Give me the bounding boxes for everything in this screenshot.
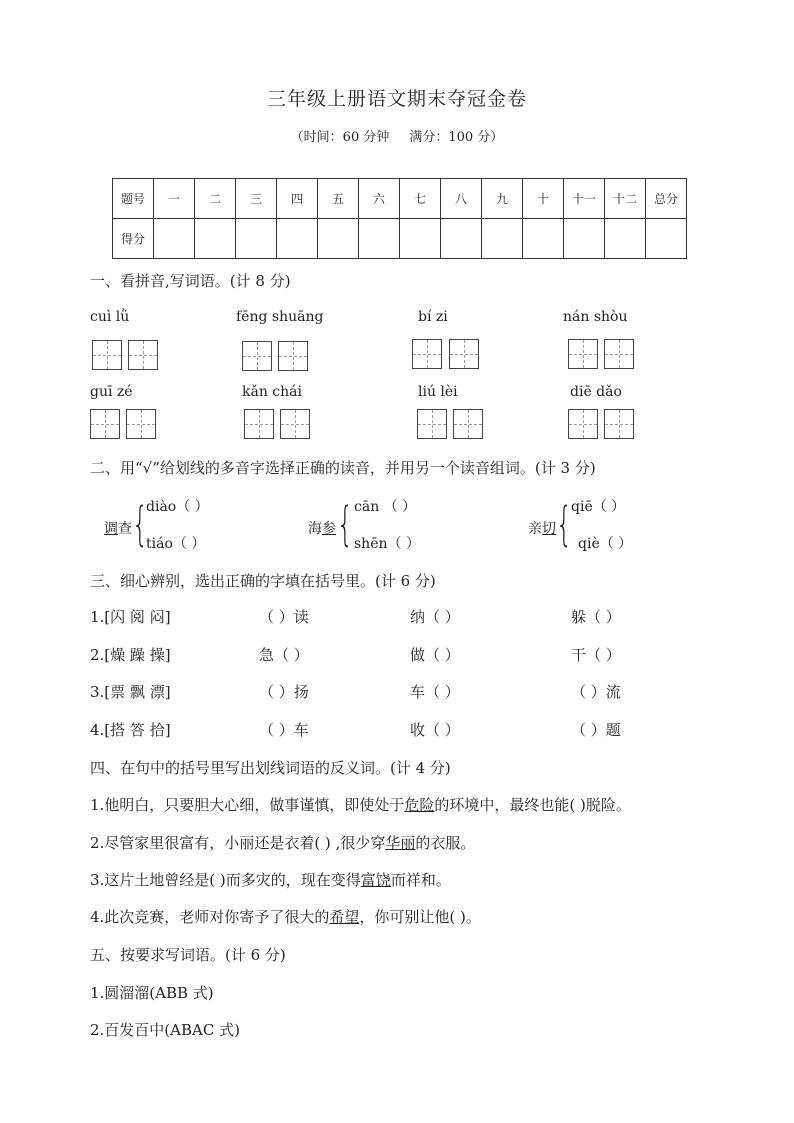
char-set: 1.[闪 阅 闷]	[90, 608, 171, 626]
antonym-sentence[interactable]: 3.这片土地曾经是( )而多灾的，现在变得富饶而祥和。	[90, 871, 451, 889]
table-header-cell: 四	[277, 179, 318, 219]
antonym-sentence[interactable]: 1.他明白，只要胆大心细，做事谨慎，即使处于危险的环境中，最终也能( )脱险。	[90, 796, 631, 814]
score-cell[interactable]	[441, 219, 482, 259]
writing-box[interactable]	[244, 409, 274, 439]
char-set: 2.[燥 躁 操]	[90, 646, 171, 664]
time-label: （时间：60 分钟	[290, 130, 390, 145]
pinyin-label: liú lèi	[418, 384, 458, 400]
pinyin-label: bí zi	[418, 309, 448, 325]
writing-box[interactable]	[280, 409, 310, 439]
fill-blank[interactable]: （ ）读	[259, 608, 309, 626]
fill-blank[interactable]: 急（ ）	[259, 646, 309, 664]
fill-blank[interactable]: （ ）题	[571, 721, 621, 739]
writing-box[interactable]	[128, 340, 158, 370]
fill-blank[interactable]: 做（ ）	[410, 646, 460, 664]
table-header-cell: 十一	[564, 179, 605, 219]
page-title: 三年级上册语文期末夺冠金卷	[266, 88, 527, 110]
reading-option[interactable]: cān （ ）	[354, 499, 417, 515]
score-cell[interactable]	[236, 219, 277, 259]
writing-box[interactable]	[412, 339, 442, 369]
pinyin-label: kǎn chái	[242, 384, 302, 400]
writing-box[interactable]	[453, 409, 483, 439]
fill-blank[interactable]: 收（ ）	[410, 721, 460, 739]
table-header-cell: 七	[400, 179, 441, 219]
fill-blank[interactable]: （ ）流	[571, 683, 621, 701]
char-set: 3.[票 飘 漂]	[90, 683, 171, 701]
table-header-cell: 十	[523, 179, 564, 219]
writing-box[interactable]	[568, 409, 598, 439]
writing-box[interactable]	[92, 340, 122, 370]
pinyin-label: nán shòu	[563, 309, 628, 325]
score-cell[interactable]	[605, 219, 646, 259]
table-header-cell: 总分	[646, 179, 687, 219]
antonym-sentence[interactable]: 2.尽管家里很富有，小丽还是衣着( ) ,很少穿华丽的衣服。	[90, 834, 476, 852]
word-task: 2.百发百中(ABAC 式)	[90, 1021, 240, 1039]
score-cell[interactable]	[277, 219, 318, 259]
score-cell[interactable]	[195, 219, 236, 259]
table-header-cell: 八	[441, 179, 482, 219]
score-table	[112, 178, 687, 259]
score-cell[interactable]	[154, 219, 195, 259]
fill-blank[interactable]: 干（ ）	[571, 646, 621, 664]
score-cell[interactable]	[564, 219, 605, 259]
writing-box[interactable]	[417, 409, 447, 439]
section-3-heading: 三、细心辨别，选出正确的字填在括号里。(计 6 分)	[90, 572, 436, 590]
writing-box[interactable]	[90, 409, 120, 439]
table-header-cell: 三	[236, 179, 277, 219]
reading-option[interactable]: qiè（ ）	[578, 536, 633, 552]
reading-option[interactable]: diào（ ）	[146, 499, 209, 515]
fill-blank[interactable]: 纳（ ）	[410, 608, 460, 626]
fill-blank[interactable]: 躲（ ）	[571, 608, 621, 626]
table-header-cell: 题号	[113, 179, 154, 219]
section-5-heading: 五、按要求写词语。(计 6 分)	[90, 946, 286, 964]
table-header-cell: 二	[195, 179, 236, 219]
pinyin-label: guī zé	[90, 384, 133, 400]
writing-box[interactable]	[604, 409, 634, 439]
score-row-label: 得分	[113, 219, 154, 259]
score-cell[interactable]	[646, 219, 687, 259]
score-label: 满分：100 分）	[409, 130, 504, 145]
exam-info	[0, 126, 794, 145]
antonym-sentence[interactable]: 4.此次竞赛，老师对你寄予了很大的希望，你可别让他( )。	[90, 908, 481, 926]
word-task: 1.圆溜溜(ABB 式)	[90, 984, 214, 1002]
reading-option[interactable]: tiáo（ ）	[146, 536, 206, 552]
pinyin-label: cuì lǜ	[90, 309, 130, 325]
reading-option[interactable]: shēn（ ）	[354, 536, 420, 552]
score-cell[interactable]	[400, 219, 441, 259]
brace: {	[556, 497, 573, 551]
writing-box[interactable]	[604, 339, 634, 369]
table-header-cell: 五	[318, 179, 359, 219]
char-set: 4.[搭 答 拾]	[90, 721, 171, 739]
table-header-cell: 十二	[605, 179, 646, 219]
fill-blank[interactable]: 车（ ）	[410, 683, 460, 701]
writing-box[interactable]	[449, 339, 479, 369]
fill-blank[interactable]: （ ）扬	[259, 683, 309, 701]
table-header-cell: 六	[359, 179, 400, 219]
writing-box[interactable]	[242, 341, 272, 371]
writing-box[interactable]	[126, 409, 156, 439]
score-cell[interactable]	[318, 219, 359, 259]
brace: {	[132, 497, 149, 551]
polyphone-word: 亲切	[528, 521, 556, 537]
table-header-cell: 九	[482, 179, 523, 219]
score-cell[interactable]	[523, 219, 564, 259]
polyphone-word: 海参	[308, 521, 336, 537]
section-1-heading: 一、看拼音,写词语。(计 8 分)	[90, 272, 291, 290]
section-2-heading: 二、用“√”给划线的多音字选择正确的读音，并用另一个读音组词。(计 3 分)	[90, 459, 596, 477]
writing-box[interactable]	[278, 341, 308, 371]
section-4-heading: 四、在句中的括号里写出划线词语的反义词。(计 4 分)	[90, 759, 451, 777]
score-table-score-row	[113, 219, 687, 259]
table-header-cell: 一	[154, 179, 195, 219]
fill-blank[interactable]: （ ）车	[259, 721, 309, 739]
reading-option[interactable]: qiē（ ）	[571, 499, 626, 515]
pinyin-label: fēng shuāng	[236, 309, 324, 325]
score-cell[interactable]	[482, 219, 523, 259]
brace: {	[337, 497, 354, 551]
pinyin-label: diē dǎo	[570, 384, 622, 400]
polyphone-word: 调查	[104, 521, 132, 537]
score-cell[interactable]	[359, 219, 400, 259]
score-table-header-row	[113, 179, 687, 219]
writing-box[interactable]	[568, 339, 598, 369]
